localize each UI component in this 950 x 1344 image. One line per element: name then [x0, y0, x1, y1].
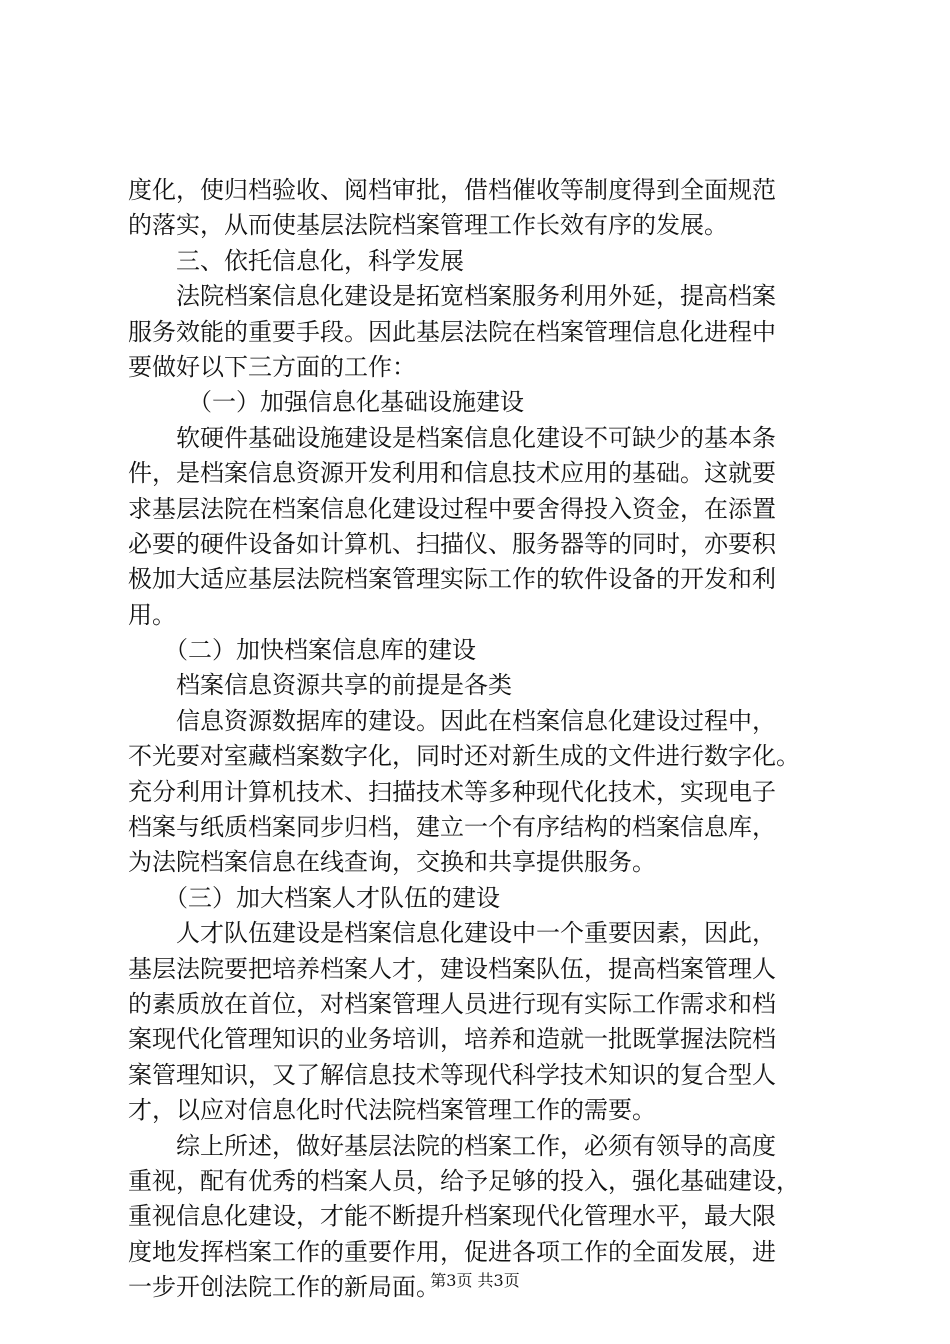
- text-line: 案现代化管理知识的业务培训，培养和造就一批既掌握法院档: [128, 1025, 776, 1054]
- text-line: 的素质放在首位，对档案管理人员进行现有实际工作需求和档: [128, 989, 776, 1018]
- text-line: （二）加快档案信息库的建设: [164, 636, 476, 665]
- text-line: 人才队伍建设是档案信息化建设中一个重要因素，因此，: [176, 919, 776, 948]
- text-line: 求基层法院在档案信息化建设过程中要舍得投入资金，在添置: [128, 494, 776, 523]
- page-number: 第3页 共3页: [430, 1271, 520, 1290]
- text-line: 三、依托信息化，科学发展: [176, 246, 464, 275]
- text-line: 的落实，从而使基层法院档案管理工作长效有序的发展。: [128, 211, 728, 240]
- text-line: 一步开创法院工作的新局面。: [128, 1273, 440, 1302]
- text-line: 要做好以下三方面的工作：: [128, 352, 416, 381]
- body-text: [128, 173, 838, 1306]
- text-line: 极加大适应基层法院档案管理实际工作的软件设备的开发和利: [128, 565, 776, 594]
- text-line: 不光要对室藏档案数字化，同时还对新生成的文件进行数字化。: [128, 742, 800, 771]
- text-line: 信息资源数据库的建设。因此在档案信息化建设过程中，: [176, 706, 776, 735]
- text-line: 用。: [128, 600, 176, 629]
- text-line: 度地发挥档案工作的重要作用，促进各项工作的全面发展，进: [128, 1237, 776, 1266]
- text-line: （三）加大档案人才队伍的建设: [164, 883, 500, 912]
- text-line: 档案与纸质档案同步归档，建立一个有序结构的档案信息库，: [128, 813, 776, 842]
- text-line: 基层法院要把培养档案人才，建设档案队伍，提高档案管理人: [128, 954, 776, 983]
- text-line: 必要的硬件设备如计算机、扫描仪、服务器等的同时，亦要积: [128, 529, 776, 558]
- text-line: 度化，使归档验收、阅档审批，借档催收等制度得到全面规范: [128, 176, 776, 204]
- text-line: 法院档案信息化建设是拓宽档案服务利用外延，提高档案: [176, 282, 776, 311]
- text-line: 服务效能的重要手段。因此基层法院在档案管理信息化进程中: [128, 317, 776, 346]
- text-line: 软硬件基础设施建设是档案信息化建设不可缺少的基本条: [176, 423, 776, 452]
- text-line: 件，是档案信息资源开发利用和信息技术应用的基础。这就要: [128, 459, 776, 488]
- text-line: 重视，配有优秀的档案人员，给予足够的投入，强化基础建设，: [128, 1166, 800, 1195]
- text-line: 充分利用计算机技术、扫描技术等多种现代化技术，实现电子: [128, 777, 776, 806]
- text-line: 才，以应对信息化时代法院档案管理工作的需要。: [128, 1096, 656, 1125]
- page-footer: [0, 1268, 950, 1291]
- text-line: 案管理知识，又了解信息技术等现代科学技术知识的复合型人: [128, 1060, 776, 1089]
- text-line: 重视信息化建设，才能不断提升档案现代化管理水平，最大限: [128, 1202, 776, 1231]
- text-line: （一）加强信息化基础设施建设: [188, 388, 524, 417]
- text-line: 综上所述，做好基层法院的档案工作，必须有领导的高度: [176, 1131, 776, 1160]
- text-line: 档案信息资源共享的前提是各类: [176, 671, 512, 700]
- text-line: 为法院档案信息在线查询，交换和共享提供服务。: [128, 848, 656, 877]
